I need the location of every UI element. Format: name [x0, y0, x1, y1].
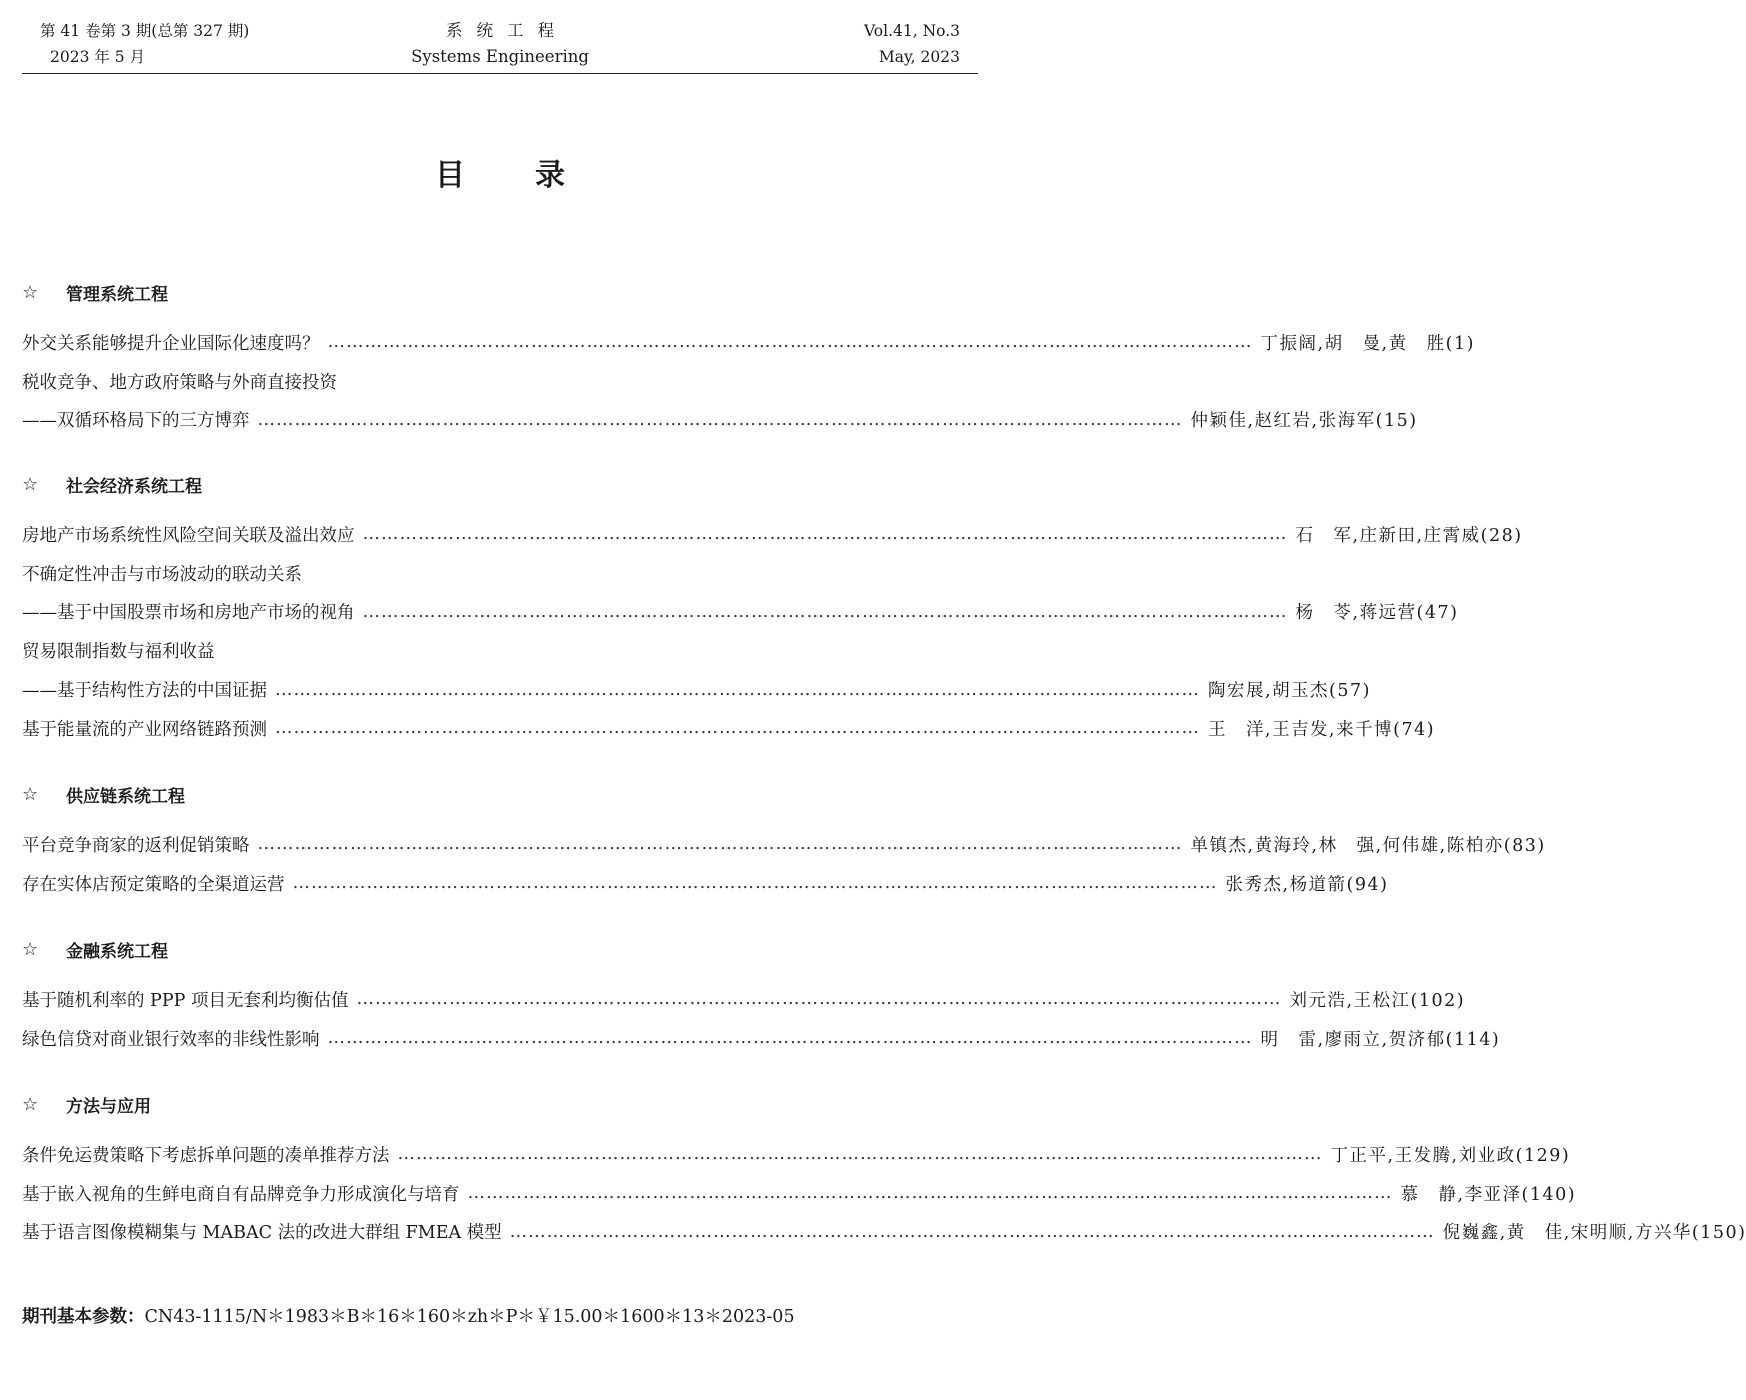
parameters-value: CN43-1115/N＊1983＊B＊16＊160＊zh＊P＊￥15.00＊1600＊13＊2023-05: [144, 1307, 795, 1327]
toc-entry-authors: 单镇杰,黄海玲,林 强,何伟雄,陈柏亦(83): [1190, 835, 1546, 856]
toc-entry[interactable]: [22, 1135, 1571, 1174]
dot-leader: ……………………………………………………………………………………………………………………………………: [257, 834, 1183, 855]
toc-section: [22, 1089, 1746, 1251]
section-heading-text: 方法与应用: [66, 1096, 151, 1117]
running-header: [22, 16, 978, 74]
section-heading-text: 社会经济系统工程: [66, 476, 202, 497]
star-icon: ☆: [22, 473, 39, 495]
toc-entry-authors: 石 军,庄新田,庄霄威(28): [1295, 525, 1523, 546]
header-rule: [22, 73, 978, 74]
header-volume-issue: 第 41 卷第 3 期(总第 327 期): [40, 22, 250, 40]
toc-section: [22, 469, 1523, 748]
dot-leader: ……………………………………………………………………………………………………………………………………: [292, 873, 1218, 894]
toc-entry-subtitle: ——基于中国股票市场和房地产市场的视角: [22, 603, 355, 624]
toc-section: [22, 934, 1501, 1058]
toc-entry[interactable]: [22, 1019, 1501, 1058]
toc-entry-authors: 张秀杰,杨道箭(94): [1225, 874, 1389, 895]
toc-entry-authors: 杨 苓,蒋远营(47): [1295, 603, 1459, 624]
toc-entry-authors: 丁正平,王发腾,刘业政(129): [1330, 1145, 1571, 1166]
toc-entry-authors: 陶宏展,胡玉杰(57): [1208, 681, 1371, 702]
toc-entry-line: [22, 1213, 1746, 1252]
header-date-en: May, 2023: [878, 48, 960, 66]
toc-entry-subtitle: ——双循环格局下的三方博弈: [22, 411, 250, 432]
section-heading: [22, 934, 978, 964]
toc-entry-line: [22, 323, 1475, 362]
toc-entry-authors: 仲颖佳,赵红岩,张海军(15): [1190, 411, 1418, 432]
toc-section: [22, 277, 1475, 439]
toc-entry-title: 条件免运费策略下考虑拆单问题的凑单推荐方法: [22, 1145, 390, 1166]
toc-entry-title: 税收竞争、地方政府策略与外商直接投资: [22, 372, 337, 393]
journal-name-en: Systems Engineering: [411, 47, 589, 66]
toc-entry-title: 外交关系能够提升企业国际化速度吗？: [22, 333, 320, 354]
section-heading-text: 金融系统工程: [66, 941, 168, 962]
toc-entry-line: [22, 1174, 1577, 1213]
toc-entry[interactable]: [22, 631, 1371, 709]
toc-entry[interactable]: [22, 362, 1418, 440]
toc-entry[interactable]: [22, 554, 1459, 632]
toc-entry-title: 不确定性冲击与市场波动的联动关系: [22, 564, 302, 585]
toc-entry-title: 绿色信贷对商业银行效率的非线性影响: [22, 1029, 320, 1050]
journal-parameters: [22, 1303, 978, 1328]
star-icon: ☆: [22, 783, 39, 805]
page-title: 目录: [435, 158, 635, 193]
parameters-label: 期刊基本参数：: [22, 1307, 145, 1327]
toc-entry-title: 基于嵌入视角的生鲜电商自有品牌竞争力形成演化与培育: [22, 1184, 460, 1205]
star-icon: ☆: [22, 938, 39, 960]
toc-entry[interactable]: [22, 980, 1466, 1019]
header-date-cn: 2023 年 5 月: [50, 48, 146, 66]
section-heading: [22, 469, 978, 499]
dot-leader: ……………………………………………………………………………………………………………………………………: [362, 524, 1288, 545]
section-heading: [22, 277, 978, 307]
dot-leader: ……………………………………………………………………………………………………………………………………: [362, 601, 1288, 622]
toc-entry-title: 基于随机利率的 PPP 项目无套利均衡估值: [22, 990, 349, 1011]
toc-entry-title: 房地产市场系统性风险空间关联及溢出效应: [22, 525, 355, 546]
toc-entry-line: [22, 515, 1523, 554]
section-heading-text: 管理系统工程: [66, 284, 168, 305]
toc-entry-title: 基于语言图像模糊集与 MABAC 法的改进大群组 FMEA 模型: [22, 1223, 502, 1244]
toc-entry-line: [22, 709, 1436, 748]
toc-entry-authors: 倪巍鑫,黄 佳,宋明顺,方兴华(150): [1442, 1223, 1746, 1244]
toc-entry-line: [22, 670, 1371, 709]
dot-leader: ……………………………………………………………………………………………………………………………………: [327, 332, 1253, 353]
toc-section: [22, 779, 1546, 903]
section-entries: [22, 980, 1501, 1058]
toc-entry[interactable]: [22, 825, 1546, 864]
section-heading: [22, 1089, 978, 1119]
star-icon: ☆: [22, 281, 39, 303]
dot-leader: ……………………………………………………………………………………………………………………………………: [467, 1183, 1393, 1204]
dot-leader: ……………………………………………………………………………………………………………………………………: [509, 1221, 1435, 1242]
toc-entry-line: [22, 593, 1459, 632]
section-entries: [22, 515, 1523, 748]
toc-entry[interactable]: [22, 323, 1475, 362]
toc-entry-authors: 丁振阔,胡 曼,黄 胜(1): [1260, 333, 1475, 354]
toc-entry-authors: 明 雷,廖雨立,贺济郁(114): [1260, 1029, 1501, 1050]
section-entries: [22, 1135, 1746, 1251]
toc-entry[interactable]: [22, 1174, 1577, 1213]
toc-entry[interactable]: [22, 864, 1389, 903]
journal-name-cn: 系统工程: [446, 21, 568, 40]
toc-entry-title: 贸易限制指数与福利收益: [22, 642, 215, 663]
toc-entry-title: 基于能量流的产业网络链路预测: [22, 719, 267, 740]
star-icon: ☆: [22, 1093, 39, 1115]
toc-entry-title: 存在实体店预定策略的全渠道运营: [22, 874, 285, 895]
header-vol-no: Vol.41, No.3: [864, 22, 960, 40]
dot-leader: ……………………………………………………………………………………………………………………………………: [327, 1028, 1253, 1049]
toc-entry-line: [22, 401, 1418, 440]
header-journal-name: [22, 18, 978, 70]
section-entries: [22, 825, 1546, 903]
toc-entry[interactable]: [22, 1213, 1746, 1252]
dot-leader: ……………………………………………………………………………………………………………………………………: [275, 718, 1200, 739]
dot-leader: ……………………………………………………………………………………………………………………………………: [275, 679, 1200, 700]
toc-entry-authors: 王 洋,王吉发,来千博(74): [1208, 719, 1436, 740]
toc-entry-authors: 刘元浩,王松江(102): [1289, 990, 1466, 1011]
dot-leader: ……………………………………………………………………………………………………………………………………: [356, 989, 1282, 1010]
toc-entry-line: [22, 980, 1466, 1019]
toc-entry-line: [22, 1135, 1571, 1174]
dot-leader: ……………………………………………………………………………………………………………………………………: [257, 409, 1183, 430]
toc-entry-subtitle: ——基于结构性方法的中国证据: [22, 681, 267, 702]
toc-entry-title: 平台竞争商家的返利促销策略: [22, 835, 250, 856]
toc-entry-line: [22, 864, 1389, 903]
toc-entry[interactable]: [22, 709, 1436, 748]
toc-entry[interactable]: [22, 515, 1523, 554]
section-entries: [22, 323, 1475, 439]
header-volume-en: [864, 18, 960, 70]
section-heading-text: 供应链系统工程: [66, 786, 185, 807]
toc-entry-line: [22, 825, 1546, 864]
dot-leader: ……………………………………………………………………………………………………………………………………: [397, 1144, 1323, 1165]
toc-entry-line: [22, 1019, 1501, 1058]
section-heading: [22, 779, 978, 809]
toc-entry-authors: 慕 静,李亚泽(140): [1400, 1184, 1577, 1205]
